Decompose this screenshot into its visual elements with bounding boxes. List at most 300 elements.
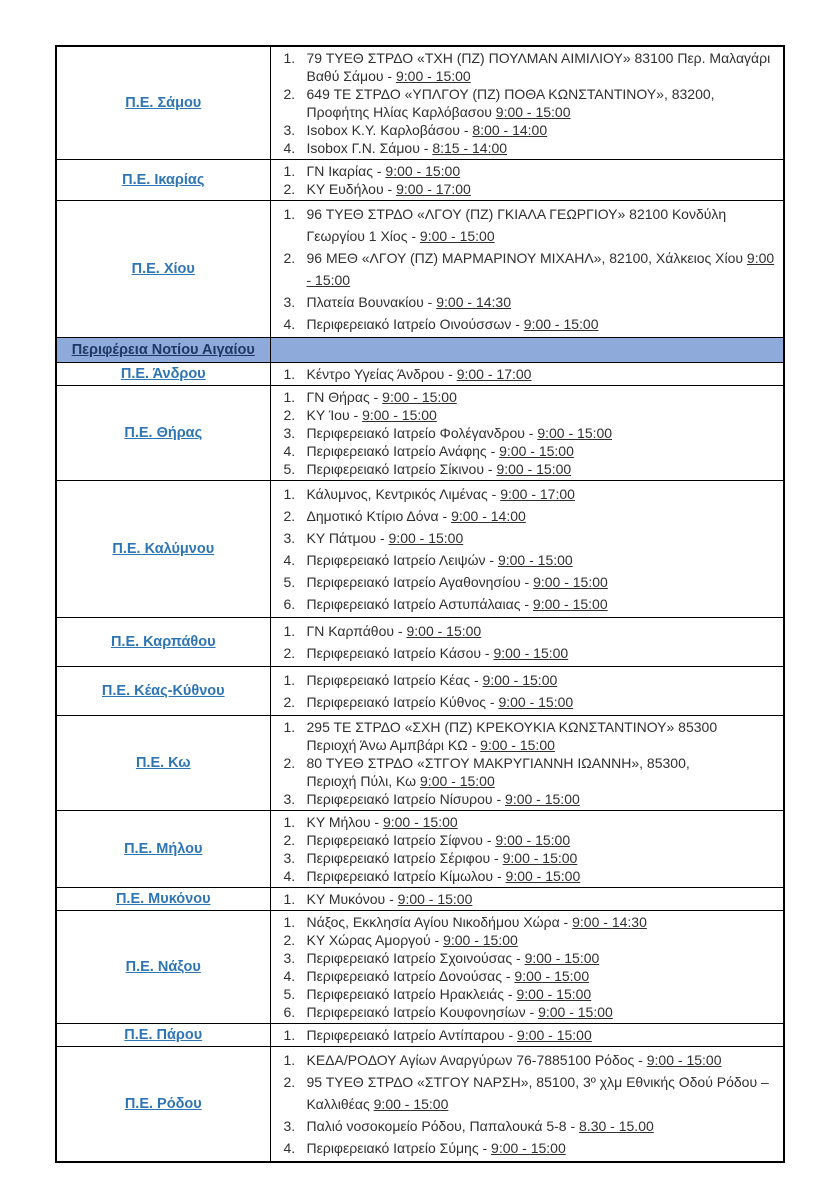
region-row — [56, 363, 784, 386]
item-label: Περιφερειακό Ιατρείο Κουφονησίων — [306, 1004, 526, 1020]
list-item — [271, 949, 781, 967]
item-text — [307, 890, 781, 908]
item-separator: - — [370, 814, 383, 830]
item-separator: - — [470, 672, 483, 688]
item-hours: 9:00 - 15:00 — [532, 596, 608, 612]
item-text — [307, 669, 781, 691]
item-text — [307, 424, 781, 442]
item-hours: 9:00 - 15:00 — [397, 891, 473, 907]
item-separator: - — [511, 316, 524, 332]
region-link[interactable]: Π.Ε. Σάμου — [125, 95, 202, 111]
item-text — [307, 406, 781, 424]
item-label: ΓΝ Ικαρίας — [306, 163, 373, 179]
item-number: 1. — [283, 389, 296, 405]
item-label: 295 ΤΕ ΣΤΡΔΟ «ΣΧΗ (ΠΖ) ΚΡΕΚΟΥΚΙΑ ΚΩΝΣΤΑΝΤΙΝΟΥ» 85300 — [306, 719, 718, 735]
item-hours: 9:00 - 15:00 — [538, 1004, 613, 1020]
item-separator: - — [419, 140, 433, 156]
item-number: 1. — [283, 206, 296, 222]
item-text — [307, 313, 781, 335]
item-text — [307, 139, 781, 157]
item-label: Περιφερειακό Ιατρείο Κίμωλου — [306, 868, 494, 884]
item-separator: - — [438, 508, 452, 524]
region-link[interactable]: Π.Ε. Καλύμνου — [112, 541, 215, 557]
list-item — [271, 913, 781, 931]
item-hours: 9:00 - 15:00 — [499, 443, 574, 459]
item-separator: - — [407, 228, 420, 244]
item-hours: 9:00 - 17:00 — [500, 486, 575, 502]
item-separator: - — [444, 366, 457, 382]
item-hours: 8:15 - 14:00 — [432, 140, 508, 156]
region-row — [56, 618, 784, 667]
item-label: Νάξος, Εκκλησία Αγίου Νικοδήμου Χώρα — [306, 914, 560, 930]
item-separator: - — [566, 1118, 580, 1134]
item-label: Περιφερειακό Ιατρείο Σίφνου — [306, 832, 483, 848]
item-label: Περιοχή Πύλι, Κω — [306, 773, 417, 789]
item-number: 1. — [283, 366, 296, 382]
item-separator: - — [501, 968, 515, 984]
item-number: 1. — [283, 891, 296, 907]
item-number: 6. — [283, 596, 296, 612]
item-label: 649 ΤΕ ΣΤΡΔΟ «ΥΠΛΓΟΥ (ΠΖ) ΠΟΘΑ ΚΩΝΣΤΑΝΤΙΝΟΥ», 83200, Προφήτης Ηλίας Καρλόβασου — [306, 86, 715, 120]
item-separator: - — [376, 530, 389, 546]
item-text — [307, 691, 781, 713]
item-hours: 9:00 - 15:00 — [533, 574, 608, 590]
item-label: Κάλυμνος, Κεντρικός Λιμένας — [306, 486, 488, 502]
item-number: 2. — [283, 932, 296, 948]
item-text — [307, 642, 781, 664]
items-cell — [270, 201, 784, 338]
item-label: 96 ΜΕΘ «ΛΓΟΥ (ΠΖ) ΜΑΡΜΑΡΙΝΟΥ ΜΙΧΑΗΛ», 82100, Χάλκειος Χίου — [306, 250, 744, 266]
item-text — [307, 1049, 781, 1071]
region-cell — [56, 1047, 270, 1163]
region-cell — [56, 888, 270, 911]
region-link[interactable]: Π.Ε. Άνδρου — [120, 366, 206, 382]
item-hours: 9:00 - 15:00 — [517, 1027, 592, 1043]
item-hours: 9:00 - 15:00 — [385, 163, 461, 179]
item-hours: 9:00 - 15:00 — [388, 530, 464, 546]
item-text — [307, 442, 781, 460]
item-hours: 9:00 - 15:00 — [497, 552, 573, 568]
list-item — [271, 162, 781, 180]
item-label: Περιοχή Άνω Αμπβάρι ΚΩ — [306, 737, 468, 753]
item-hours: 9:00 - 15:00 — [505, 791, 580, 807]
region-link[interactable]: Π.Ε. Μυκόνου — [115, 891, 211, 907]
item-separator: - — [478, 1140, 492, 1156]
item-separator: - — [385, 891, 398, 907]
item-number: 1. — [283, 914, 296, 930]
item-hours: 9:00 - 15:00 — [480, 737, 555, 753]
item-label: ΓΝ Καρπάθου — [306, 623, 395, 639]
items-cell — [270, 911, 784, 1024]
item-label: ΚΥ Μυκόνου — [306, 891, 386, 907]
list-item — [271, 571, 781, 593]
region-cell — [56, 46, 270, 160]
item-hours: 9:00 - 15:00 — [493, 645, 569, 661]
region-cell — [56, 386, 270, 481]
item-text — [307, 121, 781, 139]
items-cell — [270, 811, 784, 888]
item-number: 5. — [283, 986, 296, 1002]
list-item — [271, 1003, 781, 1021]
item-text — [307, 831, 781, 849]
item-number: 3. — [283, 950, 296, 966]
item-label: Περιφερειακό Ιατρείο Ανάφης — [306, 443, 487, 459]
items-cell — [270, 888, 784, 911]
item-separator: - — [487, 486, 501, 502]
item-label: Περιφερειακό Ιατρείο Νίσυρου — [306, 791, 493, 807]
list-item — [271, 790, 781, 808]
list-item — [271, 642, 781, 664]
item-number: 4. — [283, 552, 296, 568]
region-row — [56, 667, 784, 716]
item-number: 3. — [283, 530, 296, 546]
item-separator: - — [512, 950, 525, 966]
region-row — [56, 811, 784, 888]
item-number: 5. — [283, 574, 296, 590]
item-label: ΚΥ Μήλου — [306, 814, 371, 830]
region-link[interactable]: Π.Ε. Χίου — [131, 261, 195, 277]
item-label: Παλιό νοσοκομείο Ρόδου, Παπαλουκά 5-8 — [306, 1118, 567, 1134]
section-band-label: Περιφέρεια Νοτίου Αιγαίου — [71, 342, 255, 358]
item-hours: 9:00 - 15:00 — [491, 1140, 566, 1156]
item-text — [307, 571, 781, 593]
item-number: 1. — [283, 814, 296, 830]
item-text — [307, 593, 781, 615]
item-number: 1. — [283, 163, 296, 179]
item-hours: 9:00 - 15:00 — [514, 968, 590, 984]
item-number: 3. — [283, 1118, 296, 1134]
item-text — [307, 1026, 781, 1044]
item-separator: - — [520, 596, 533, 612]
item-label: Κέντρο Υγείας Άνδρου — [306, 366, 445, 382]
item-label: Περιφερειακό Ιατρείο Αστυπάλαιας — [306, 596, 521, 612]
item-number: 1. — [283, 50, 296, 66]
item-text — [307, 967, 781, 985]
item-label: Isobox Κ.Υ. Καρλοβάσου — [306, 122, 460, 138]
item-separator: - — [520, 574, 534, 590]
item-hours: 9:00 - 15:00 — [395, 68, 471, 84]
list-item — [271, 813, 781, 831]
list-item — [271, 203, 781, 247]
item-number: 1. — [283, 1027, 296, 1043]
item-text — [307, 203, 781, 247]
item-text — [307, 1137, 781, 1159]
list-item — [271, 460, 781, 478]
items-cell — [270, 386, 784, 481]
list-item — [271, 985, 781, 1003]
region-link[interactable]: Π.Ε. Πάρου — [124, 1027, 203, 1043]
item-number: 2. — [283, 181, 296, 197]
item-text — [307, 49, 781, 85]
item-label: ΚΥ Πάτμου — [306, 530, 377, 546]
item-text — [307, 1115, 781, 1137]
item-separator: - — [492, 791, 506, 807]
list-item — [271, 313, 781, 335]
item-number: 1. — [283, 672, 296, 688]
item-label: Περιφερειακό Ιατρείο Σίκινου — [306, 461, 484, 477]
list-item — [271, 620, 781, 642]
item-number: 4. — [283, 140, 296, 156]
region-cell — [56, 716, 270, 811]
item-text — [307, 365, 781, 383]
list-item — [271, 831, 781, 849]
list-item — [271, 442, 781, 460]
list-item — [271, 180, 781, 198]
item-hours: 9:00 - 15:00 — [382, 389, 457, 405]
item-label: Περιφερειακό Ιατρείο Οινούσσων — [306, 316, 512, 332]
item-hours: 9:00 - 15:00 — [502, 850, 578, 866]
list-item — [271, 424, 781, 442]
item-separator: - — [369, 389, 383, 405]
item-label: ΚΥ Χώρας Αμοργού — [306, 932, 431, 948]
item-text — [307, 949, 781, 967]
item-label: ΚΥ Ίου — [306, 407, 350, 423]
item-separator: - — [372, 163, 386, 179]
item-separator: - — [485, 694, 499, 710]
list-item — [271, 1137, 781, 1159]
list-item — [271, 406, 781, 424]
item-text — [307, 527, 781, 549]
item-hours: 9:00 - 15:00 — [524, 950, 600, 966]
list-item — [271, 483, 781, 505]
list-item — [271, 139, 781, 157]
items-cell — [270, 716, 784, 811]
region-link[interactable]: Π.Ε. Κέας-Κύθνου — [101, 683, 225, 699]
items-cell — [270, 46, 784, 160]
region-link[interactable]: Π.Ε. Κω — [135, 755, 191, 771]
item-text — [307, 162, 781, 180]
regions-schedule-table — [55, 45, 785, 1163]
region-link[interactable]: Π.Ε. Μήλου — [124, 841, 203, 857]
items-cell — [270, 1024, 784, 1047]
item-number: 5. — [283, 461, 296, 477]
list-item — [271, 527, 781, 549]
region-row — [56, 201, 784, 338]
item-label: Isobox Γ.Ν. Σάμου — [306, 140, 420, 156]
section-band-cell — [56, 338, 270, 363]
item-text — [307, 460, 781, 478]
list-item — [271, 890, 781, 908]
item-hours: 9:00 - 15:00 — [443, 932, 518, 948]
list-item — [271, 549, 781, 571]
item-hours: 9:00 - 15:00 — [498, 694, 574, 710]
list-item — [271, 691, 781, 713]
item-number: 2. — [283, 508, 296, 524]
section-band-row — [56, 338, 784, 363]
item-hours: 9:00 - 17:00 — [456, 366, 532, 382]
list-item — [271, 718, 781, 754]
list-item — [271, 867, 781, 885]
item-number: 1. — [283, 1052, 296, 1068]
item-hours: 9:00 - 15:00 — [382, 814, 458, 830]
item-text — [307, 620, 781, 642]
item-number: 2. — [283, 755, 296, 771]
list-item — [271, 505, 781, 527]
item-number: 2. — [283, 86, 296, 102]
item-separator: - — [559, 914, 573, 930]
item-text — [307, 388, 781, 406]
item-number: 3. — [283, 425, 296, 441]
region-cell — [56, 363, 270, 386]
region-row — [56, 386, 784, 481]
item-hours: 9:00 - 14:30 — [436, 294, 511, 310]
item-label: ΓΝ Θήρας — [306, 389, 370, 405]
item-hours: 8:00 - 14:00 — [472, 122, 548, 138]
region-row — [56, 160, 784, 201]
item-label: Περιφερειακό Ιατρείο Σχοινούσας — [306, 950, 513, 966]
item-label: Περιφερειακό Ιατρείο Αντίπαρου — [306, 1027, 505, 1043]
item-hours: 9:00 - 15:00 — [646, 1052, 722, 1068]
list-item — [271, 1026, 781, 1044]
list-item — [271, 388, 781, 406]
list-item — [271, 931, 781, 949]
item-number: 4. — [283, 1140, 296, 1156]
item-number: 4. — [283, 968, 296, 984]
items-cell — [270, 481, 784, 618]
item-separator: - — [430, 932, 444, 948]
item-label: 96 ΤΥΕΘ ΣΤΡΔΟ «ΛΓΟΥ (ΠΖ) ΓΚΙΑΛΑ ΓΕΩΡΓΙΟΥ» 82100 Κονδύλη Γεωργίου 1 Χίος — [306, 206, 727, 244]
item-label: 95 ΤΥΕΘ ΣΤΡΔΟ «ΣΤΓΟΥ ΝΑΡΣΗ», 85100, 3º χλμ Εθνικής Οδού Ρόδου – Καλλιθέας — [306, 1074, 769, 1112]
item-separator: - — [524, 425, 538, 441]
item-hours: 9:00 - 15:00 — [495, 832, 571, 848]
item-hours: 9:00 - 15:00 — [420, 773, 495, 789]
item-separator: - — [486, 443, 500, 459]
item-separator: - — [383, 68, 396, 84]
region-cell — [56, 811, 270, 888]
item-hours: 9:00 - 15:00 — [496, 461, 572, 477]
item-label: Περιφερειακό Ιατρείο Λειψών — [306, 552, 486, 568]
item-text — [307, 180, 781, 198]
item-hours: 9:00 - 15:00 — [516, 986, 592, 1002]
item-hours: 9:00 - 15:00 — [419, 228, 495, 244]
list-item — [271, 754, 781, 790]
item-text — [307, 85, 781, 121]
item-number: 3. — [283, 294, 296, 310]
region-cell — [56, 1024, 270, 1047]
section-band-empty-cell — [270, 338, 784, 363]
item-label: Περιφερειακό Ιατρείο Φολέγανδρου — [306, 425, 525, 441]
items-cell — [270, 363, 784, 386]
item-label: ΚΕΔΑ/ΡΟΔΟΥ Αγίων Αναργύρων 76-7885100 Ρόδος — [306, 1052, 635, 1068]
region-cell — [56, 618, 270, 667]
item-number: 1. — [283, 623, 296, 639]
item-label: 79 ΤΥΕΘ ΣΤΡΔΟ «ΤΧΗ (ΠΖ) ΠΟΥΛΜΑΝ ΑΙΜΙΛΙΟΥ» 83100 Περ. Μαλαγάρι Βαθύ Σάμου — [306, 50, 771, 84]
list-item — [271, 85, 781, 121]
item-separator: - — [423, 294, 437, 310]
item-number: 3. — [283, 850, 296, 866]
item-label: Περιφερειακό Ιατρείο Κάσου — [306, 645, 482, 661]
item-hours: 9:00 - 17:00 — [396, 181, 471, 197]
item-number: 1. — [283, 719, 296, 735]
region-link[interactable]: Π.Ε. Ικαρίας — [122, 172, 205, 188]
item-text — [307, 931, 781, 949]
item-text — [307, 867, 781, 885]
list-item — [271, 121, 781, 139]
item-text — [307, 505, 781, 527]
item-text — [307, 790, 781, 808]
region-cell — [56, 201, 270, 338]
item-text — [307, 483, 781, 505]
item-label: Περιφερειακό Ιατρείο Ηρακλειάς — [306, 986, 505, 1002]
item-separator: - — [394, 623, 407, 639]
item-hours: 9:00 - 15:00 — [306, 250, 775, 288]
list-item — [271, 1115, 781, 1137]
item-number: 3. — [283, 791, 296, 807]
list-item — [271, 1049, 781, 1071]
item-label: Περιφερειακό Ιατρείο Κέας — [306, 672, 471, 688]
item-hours: 9:00 - 14:30 — [572, 914, 647, 930]
list-item — [271, 365, 781, 383]
item-hours: 9:00 - 15:00 — [362, 407, 437, 423]
region-link[interactable]: Π.Ε. Καρπάθου — [110, 634, 216, 650]
item-label: Περιφερειακό Ιατρείο Σύμης — [306, 1140, 479, 1156]
item-hours: 9:00 - 15:00 — [495, 104, 571, 120]
item-separator: - — [504, 1027, 518, 1043]
item-separator: - — [483, 461, 497, 477]
list-item — [271, 291, 781, 313]
list-item — [271, 849, 781, 867]
regions-table-body — [56, 46, 784, 1162]
item-separator: - — [481, 645, 494, 661]
region-link[interactable]: Π.Ε. Θήρας — [124, 425, 203, 441]
item-label: Περιφερειακό Ιατρείο Κύθνος — [306, 694, 486, 710]
item-label: 80 ΤΥΕΘ ΣΤΡΔΟ «ΣΤΓΟΥ ΜΑΚΡΥΓΙΑΝΝΗ ΙΩΑΝΝΗ», 85300, — [306, 755, 690, 771]
list-item — [271, 247, 781, 291]
region-row — [56, 481, 784, 618]
item-label: Δημοτικό Κτίριο Δόνα — [306, 508, 439, 524]
item-separator: - — [485, 552, 498, 568]
item-text — [307, 985, 781, 1003]
item-text — [307, 813, 781, 831]
item-label: ΚΥ Ευδήλου — [306, 181, 384, 197]
item-hours: 9:00 - 15:00 — [482, 672, 558, 688]
item-label: Πλατεία Βουνακίου — [306, 294, 424, 310]
item-text — [307, 849, 781, 867]
region-link[interactable]: Π.Ε. Ρόδου — [124, 1096, 202, 1112]
region-row — [56, 716, 784, 811]
items-cell — [270, 667, 784, 716]
item-text — [307, 913, 781, 931]
item-separator: - — [525, 1004, 539, 1020]
item-hours: 9:00 - 14:00 — [451, 508, 526, 524]
item-separator: - — [493, 868, 506, 884]
item-text — [307, 1003, 781, 1021]
region-row — [56, 888, 784, 911]
list-item — [271, 49, 781, 85]
region-row — [56, 1024, 784, 1047]
list-item — [271, 1071, 781, 1115]
items-cell — [270, 618, 784, 667]
item-text — [307, 718, 781, 754]
item-separator: - — [490, 850, 503, 866]
item-text — [307, 1071, 781, 1115]
item-separator: - — [349, 407, 363, 423]
items-cell — [270, 160, 784, 201]
item-number: 2. — [283, 1074, 296, 1090]
item-text — [307, 549, 781, 571]
item-text — [307, 291, 781, 313]
item-label: Περιφερειακό Ιατρείο Σέριφου — [306, 850, 491, 866]
region-cell — [56, 911, 270, 1024]
region-link[interactable]: Π.Ε. Νάξου — [125, 959, 201, 975]
item-separator: - — [482, 832, 496, 848]
list-item — [271, 967, 781, 985]
region-cell — [56, 160, 270, 201]
item-text — [307, 754, 781, 790]
item-separator: - — [467, 737, 481, 753]
region-row — [56, 1047, 784, 1163]
list-item — [271, 593, 781, 615]
